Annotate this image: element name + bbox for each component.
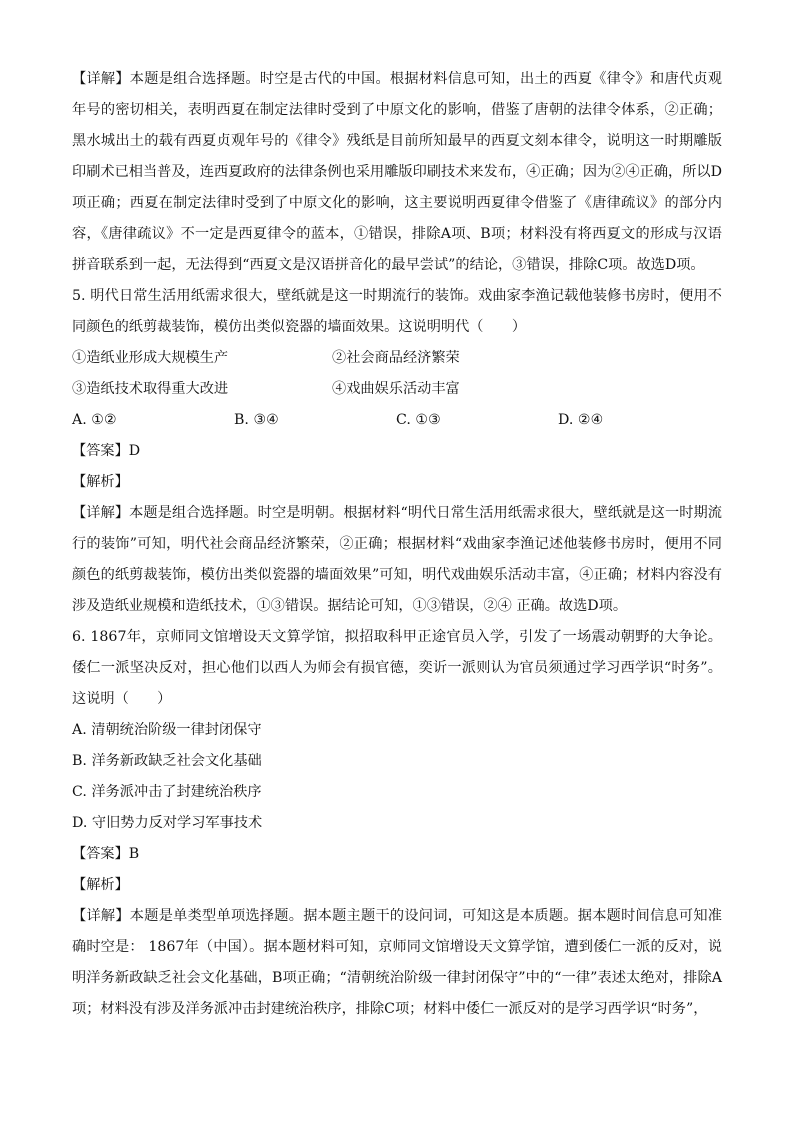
q6-option-d: D. 守旧势力反对学习军事技术 (72, 815, 263, 831)
q5-items-row-1 (72, 343, 722, 374)
q5-item-4: ④戏曲娱乐活动丰富 (332, 381, 460, 397)
q4-explanation: 【详解】本题是组合选择题。时空是古代的中国。根据材料信息可知，出土的西夏《律令》和唐代贞观年号的密切相关，表明西夏在制定法律时受到了中原文化的影响，借鉴了唐朝的法律令体系，②正确；黑水城出土的载有西夏贞观年号的《律令》残纸是目前所知最早的西夏文刻本律令，说明这一时期雕版印刷术已相当普及，连西夏政府的法律条例也采用雕版印刷技术来发布，④正确；因为②④正确，所以D项正确；西夏在制定法律时受到了中原文化的影响，这主要说明西夏律令借鉴了《唐律疏议》的部分内容，《唐律疏议》不一定是西夏律令的蓝本，①错误，排除A项、B项；材料没有将西夏文的形成与汉语拼音联系到一起，无法得到“西夏文是汉语拼音化的最早尝试”的结论，③错误，排除C项。故选D项。 (72, 71, 722, 273)
q5-explanation: 【详解】本题是组合选择题。时空是明朝。根据材料“明代日常生活用纸需求很大，壁纸就是这一时期流行的装饰”可知，明代社会商品经济繁荣，②正确；根据材料“戏曲家李渔记述他装修书房时，便用不同颜色的纸剪裁装饰，模仿出类似瓷器的墙面效果”可知，明代戏曲娱乐活动丰富，④正确；材料内容没有涉及造纸业规模和造纸技术，①③错误。据结论可知，①③错误，②④ 正确。故选D项。 (72, 505, 722, 614)
q5-item-2: ②社会商品经济繁荣 (332, 350, 460, 366)
q6-option-c: C. 洋务派冲击了封建统治秩序 (72, 784, 262, 800)
q5-answer: 【答案】D (72, 443, 141, 459)
q5-option-d: D. ②④ (558, 412, 604, 428)
q6-option-b: B. 洋务新政缺乏社会文化基础 (72, 753, 262, 769)
q5-stem: 5. 明代日常生活用纸需求很大，壁纸就是这一时期流行的装饰。戏曲家李渔记载他装修书房时，便用不同颜色的纸剪裁装饰，模仿出类似瓷器的墙面效果。这说明明代（ ） (72, 288, 722, 335)
document-page (72, 64, 722, 1025)
q6-explanation: 【详解】本题是单类型单项选择题。据本题主题干的设问词，可知这是本质题。据本题时间信息可知准确时空是： 1867年（中国）。据本题材料可知，京师同文馆增设天文算学馆，遭到倭仁一派的反对，说明洋务新政缺乏社会文化基础，B项正确；“清朝统治阶级一律封闭保守”中的“一律”表述太绝对，排除A项；材料没有涉及洋务派冲击封建统治秩序，排除C项；材料中倭仁一派反对的是学习西学识“时务”， (72, 908, 722, 1017)
q6-option-a: A. 清朝统治阶级一律封闭保守 (72, 722, 262, 738)
q5-item-1: ①造纸业形成大规模生产 (72, 350, 229, 366)
q6-answer: 【答案】B (72, 846, 140, 862)
q6-stem: 6. 1867年，京师同文馆增设天文算学馆，拟招取科甲正途官员入学，引发了一场震动朝野的大争论。倭仁一派坚决反对，担心他们以西人为师会有损官德，奕䜣一派则认为官员须通过学习西学识“时务”。这说明（ ） (72, 629, 722, 707)
q5-item-3: ③造纸技术取得重大改进 (72, 381, 229, 397)
q5-analysis-label: 【解析】 (72, 474, 129, 490)
q5-option-b: B. ③④ (234, 412, 279, 428)
q5-items-row-2 (72, 374, 722, 405)
q5-option-a: A. ①② (72, 412, 117, 428)
q5-options (72, 405, 722, 436)
q5-option-c: C. ①③ (396, 412, 441, 428)
q6-analysis-label: 【解析】 (72, 877, 129, 893)
